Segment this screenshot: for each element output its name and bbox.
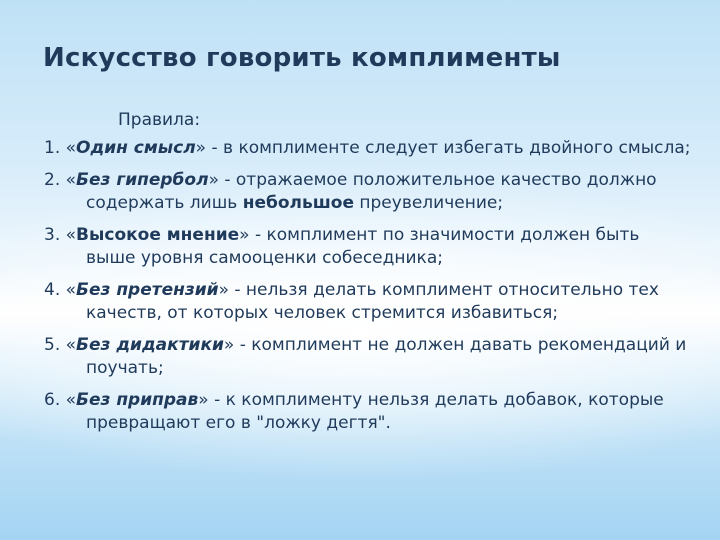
rule-name: Высокое мнение — [76, 225, 240, 245]
rule-description: » - нельзя делать комплимент относительно тех качеств, от которых человек стремится избавиться; — [86, 280, 659, 323]
rule-description: » - комплимент не должен давать рекомендаций и поучать; — [86, 335, 687, 378]
rule-prefix: 6. « — [44, 390, 77, 410]
rule-item — [44, 334, 694, 380]
rule-prefix: 2. « — [44, 170, 77, 190]
rule-description: » - комплимент по значимости должен быть выше уровня самооценки собеседника; — [86, 225, 640, 268]
rule-item — [44, 169, 694, 215]
rule-prefix: 4. « — [44, 280, 77, 300]
rule-name: Без дидактики — [76, 335, 224, 355]
rule-description: » - к комплименту нельзя делать добавок, которые превращают его в "ложку дегтя". — [86, 390, 664, 433]
rule-emphasis: небольшое — [242, 193, 354, 213]
rule-item — [44, 279, 694, 325]
rules-list — [44, 137, 694, 444]
rule-name: Один смысл — [76, 138, 196, 158]
rule-description-tail: преувеличение; — [354, 193, 504, 213]
rule-item — [44, 389, 694, 435]
rule-item — [44, 137, 694, 160]
slide-title: Искусство говорить комплименты — [43, 43, 561, 73]
rule-name: Без гипербол — [76, 170, 209, 190]
rules-heading: Правила: — [118, 110, 201, 130]
rule-prefix: 5. « — [44, 335, 77, 355]
rule-prefix: 3. « — [44, 225, 77, 245]
rule-item — [44, 224, 694, 270]
rule-name: Без претензий — [76, 280, 219, 300]
rule-name: Без приправ — [76, 390, 199, 410]
rule-description: » - отражаемое положительное качество должно содержать лишь — [86, 170, 657, 213]
rule-description: » - в комплименте следует избегать двойного смысла; — [195, 138, 691, 158]
rule-prefix: 1. « — [44, 138, 77, 158]
